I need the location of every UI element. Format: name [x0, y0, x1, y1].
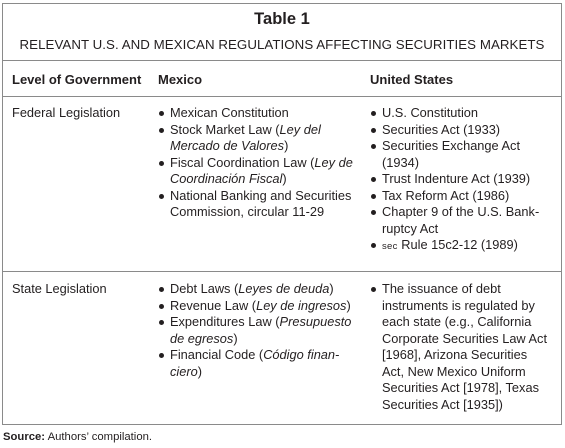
list-item: Mexican Constitution — [158, 105, 363, 122]
list-item: Revenue Law (Ley de ingresos) — [158, 298, 363, 315]
column-header-us: United States — [370, 72, 454, 87]
list-item: sec Rule 15c2-12 (1989) — [370, 237, 560, 256]
list-item: Stock Market Law (Ley del Mercado de Valores) — [158, 122, 363, 155]
us-federal-list — [370, 105, 560, 256]
list-item: Fiscal Coordination Law (Ley de Coordinación Fiscal) — [158, 155, 363, 188]
table-frame — [2, 3, 562, 425]
source-note: Source: Authors’ compilation. — [3, 431, 153, 443]
list-item: U.S. Constitution — [370, 105, 560, 122]
list-item: National Banking and Securities Commission, circular 11-29 — [158, 188, 363, 221]
column-header-mexico: Mexico — [158, 72, 203, 87]
list-item: Trust Indenture Act (1939) — [370, 171, 560, 188]
list-item: Securities Act (1933) — [370, 122, 560, 139]
table-title: Table 1 — [254, 10, 310, 28]
list-item: Financial Code (Código finan- ciero) — [158, 347, 363, 380]
list-item: Chapter 9 of the U.S. Bank- ruptcy Act — [370, 204, 560, 237]
list-item: Tax Reform Act (1986) — [370, 188, 560, 205]
mexico-federal-list — [158, 105, 363, 221]
column-header-level: Level of Government — [12, 72, 142, 87]
row-rule — [3, 271, 561, 272]
list-item: Debt Laws (Leyes de deuda) — [158, 281, 363, 298]
row-level-federal: Federal Legislation — [12, 105, 121, 120]
table-subtitle: RELEVANT U.S. AND MEXICAN REGULATIONS AFFECTING SECURITIES MARKETS — [19, 37, 545, 52]
us-state-list — [370, 281, 560, 413]
header-rule — [3, 60, 561, 61]
mexico-state-list — [158, 281, 363, 380]
list-item: Expenditures Law (Presupuesto de egresos) — [158, 314, 363, 347]
row-level-state: State Legislation — [12, 281, 107, 296]
list-item: Securities Exchange Act (1934) — [370, 138, 560, 171]
list-item: The issuance of debt instruments is regulated by each state (e.g., California Corporate Securities Law Act [1968], Arizona Securities Act, New Mexico Uniform Securities Act [1978], Texas Securities Act [1935]) — [370, 281, 560, 413]
column-header-rule — [3, 96, 561, 97]
